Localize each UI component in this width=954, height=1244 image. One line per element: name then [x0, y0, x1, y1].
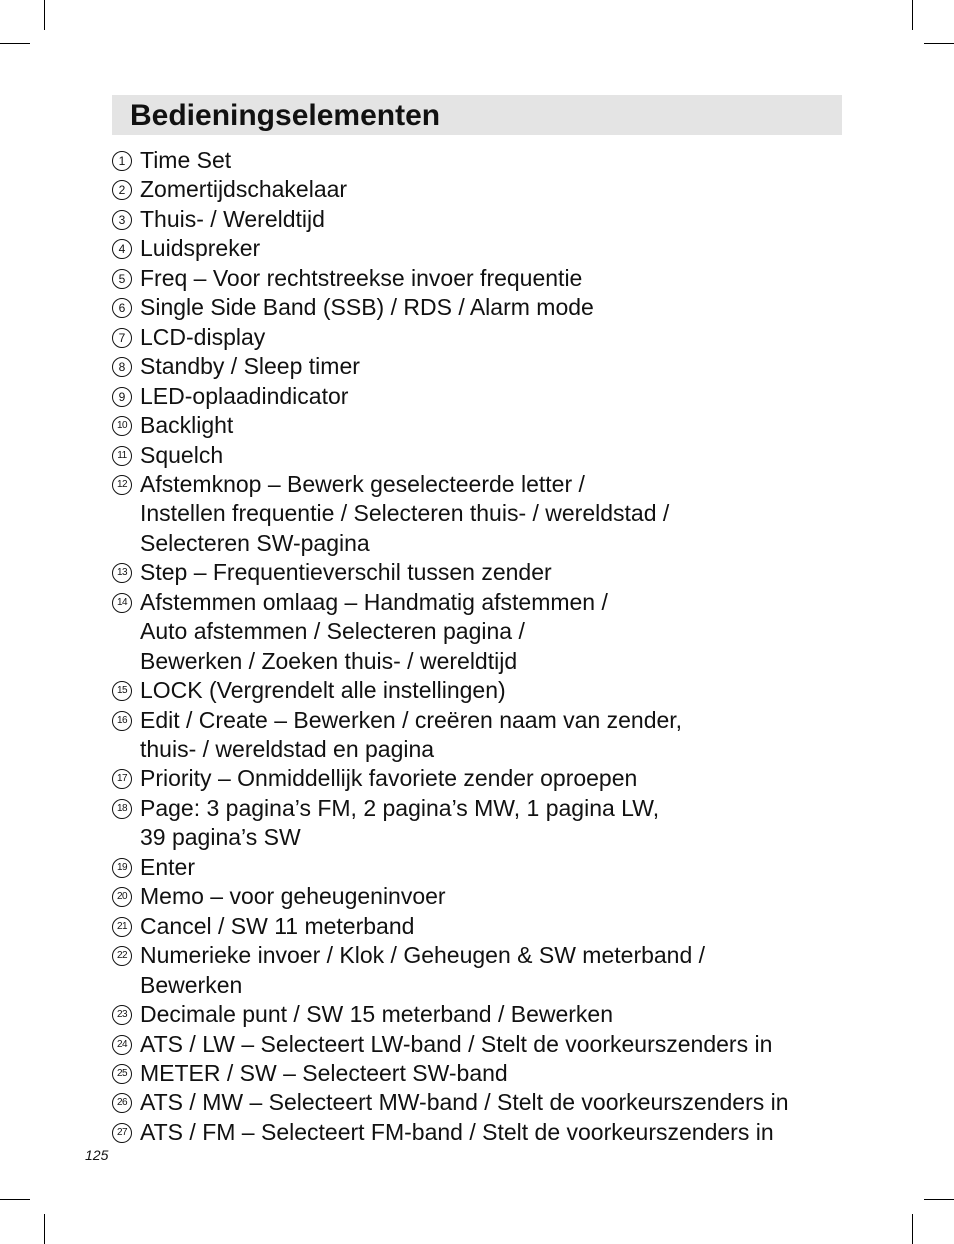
- item-text: Backlight: [140, 412, 234, 439]
- item-text: Afstemmen omlaag – Handmatig afstemmen /: [140, 588, 608, 615]
- item-text: Freq – Voor rechtstreekse invoer frequentie: [140, 264, 583, 291]
- item-text: METER / SW – Selecteert SW-band: [140, 1059, 508, 1086]
- item-number-circle: 16: [112, 711, 132, 731]
- item-text: LED-oplaadindicator: [140, 382, 349, 409]
- item-number-circle: 20: [112, 887, 132, 907]
- crop-mark: [0, 1199, 30, 1200]
- item-text: Enter: [140, 853, 195, 880]
- section-heading: Bedieningselementen: [130, 99, 441, 132]
- item-number-circle: 6: [112, 298, 132, 318]
- item-number-circle: 17: [112, 769, 132, 789]
- item-number-circle: 10: [112, 416, 132, 436]
- item-text: Bewerken / Zoeken thuis- / wereldtijd: [140, 647, 518, 674]
- item-number-circle: 12: [112, 475, 132, 495]
- item-text: Bewerken: [140, 971, 243, 998]
- item-number-circle: 15: [112, 681, 132, 701]
- item-text: ATS / LW – Selecteert LW-band / Stelt de voorkeurszenders in: [140, 1030, 773, 1057]
- item-number-circle: 11: [112, 446, 132, 466]
- item-number-circle: 24: [112, 1035, 132, 1055]
- item-text: Instellen frequentie / Selecteren thuis- / wereldstad /: [140, 500, 670, 527]
- item-number-circle: 25: [112, 1064, 132, 1084]
- crop-mark: [924, 43, 954, 44]
- item-number-circle: 8: [112, 357, 132, 377]
- item-text: Priority – Onmiddellijk favoriete zender oproepen: [140, 765, 638, 792]
- item-number-circle: 21: [112, 917, 132, 937]
- item-text: Auto afstemmen / Selecteren pagina /: [140, 618, 525, 645]
- item-number-circle: 23: [112, 1005, 132, 1025]
- item-number-circle: 14: [112, 593, 132, 613]
- item-number-circle: 27: [112, 1123, 132, 1143]
- item-text: Luidspreker: [140, 235, 261, 262]
- item-text: Step – Frequentieverschil tussen zender: [140, 559, 552, 586]
- item-text: Page: 3 pagina’s FM, 2 pagina’s MW, 1 pagina LW,: [140, 794, 660, 821]
- item-text: Numerieke invoer / Klok / Geheugen & SW meterband /: [140, 942, 706, 969]
- item-text: Squelch: [140, 441, 224, 468]
- item-number-circle: 13: [112, 563, 132, 583]
- item-number-circle: 7: [112, 328, 132, 348]
- item-text: Afstemknop – Bewerk geselecteerde letter /: [140, 470, 585, 497]
- item-text: LOCK (Vergrendelt alle instellingen): [140, 677, 506, 704]
- item-text: Cancel / SW 11 meterband: [140, 912, 415, 939]
- item-text: Standby / Sleep timer: [140, 353, 360, 380]
- item-text: Thuis- / Wereldtijd: [140, 205, 325, 232]
- item-text: 39 pagina’s SW: [140, 824, 301, 851]
- crop-mark: [912, 0, 913, 30]
- item-number-circle: 9: [112, 387, 132, 407]
- item-number-circle: 5: [112, 269, 132, 289]
- item-text: Decimale punt / SW 15 meterband / Bewerken: [140, 1001, 614, 1028]
- item-text: Zomertijdschakelaar: [140, 176, 348, 203]
- item-number-circle: 1: [112, 151, 132, 171]
- item-text: LCD-display: [140, 323, 266, 350]
- item-number-circle: 26: [112, 1093, 132, 1113]
- item-text: Single Side Band (SSB) / RDS / Alarm mode: [140, 294, 594, 321]
- item-number-circle: 2: [112, 180, 132, 200]
- crop-mark: [924, 1199, 954, 1200]
- item-text: thuis- / wereldstad en pagina: [140, 735, 435, 762]
- crop-mark: [912, 1214, 913, 1244]
- crop-mark: [44, 1214, 45, 1244]
- item-text: ATS / FM – Selecteert FM-band / Stelt de voorkeurszenders in: [140, 1118, 774, 1145]
- crop-mark: [44, 0, 45, 30]
- item-text: Selecteren SW-pagina: [140, 529, 370, 556]
- item-text: Time Set: [140, 147, 232, 173]
- item-number-circle: 19: [112, 858, 132, 878]
- section-heading-bar: [112, 95, 842, 135]
- item-number-circle: 18: [112, 799, 132, 819]
- item-text: Edit / Create – Bewerken / creëren naam van zender,: [140, 706, 683, 733]
- item-number-circle: 3: [112, 210, 132, 230]
- item-number-circle: 4: [112, 239, 132, 259]
- item-text: ATS / MW – Selecteert MW-band / Stelt de voorkeurszenders in: [140, 1089, 789, 1116]
- crop-mark: [0, 43, 30, 44]
- page-number: 125: [85, 1147, 109, 1163]
- item-text: Memo – voor geheugeninvoer: [140, 883, 446, 910]
- item-number-circle: 22: [112, 946, 132, 966]
